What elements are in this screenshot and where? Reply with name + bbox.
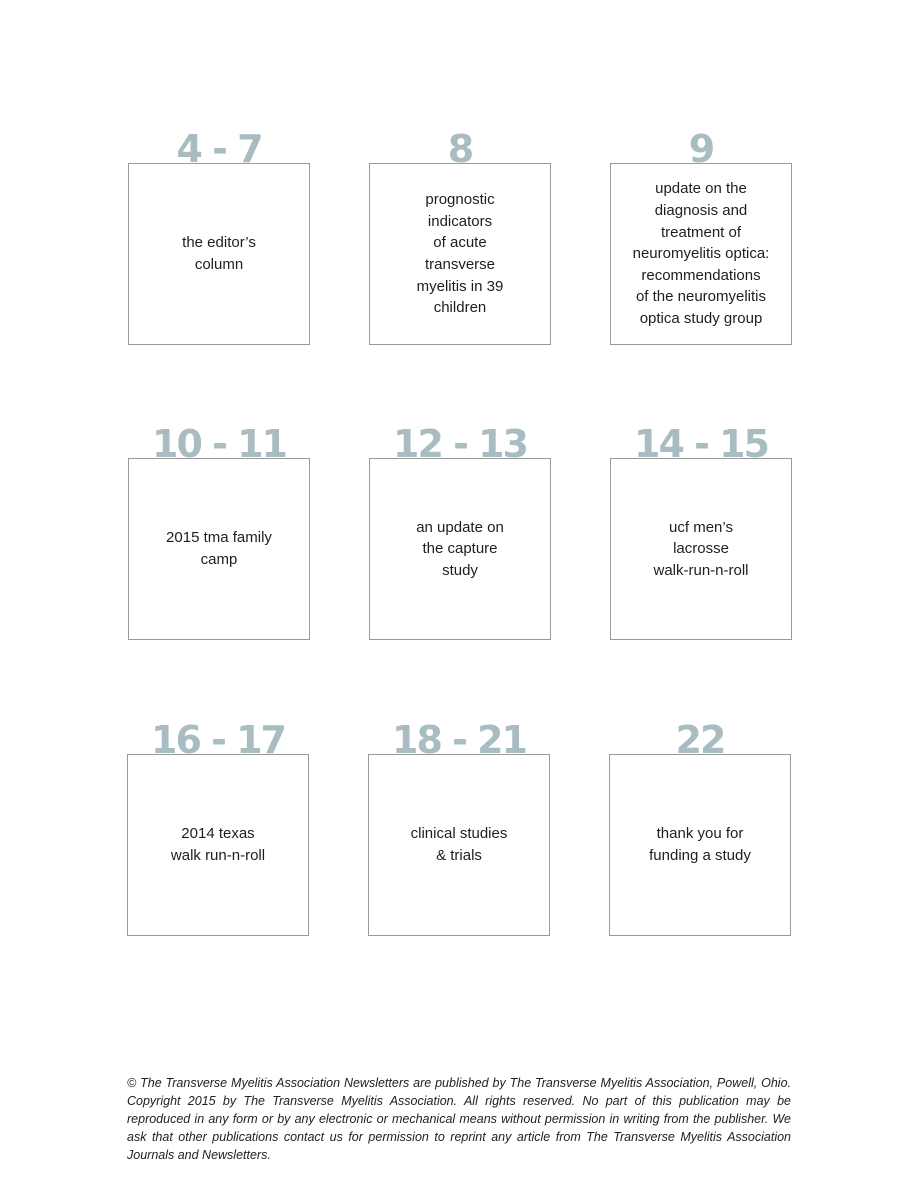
toc-box bbox=[609, 754, 791, 936]
page-range: 9 bbox=[688, 127, 714, 171]
page-range: 22 bbox=[675, 718, 725, 762]
toc-box bbox=[610, 163, 792, 345]
toc-item[interactable] bbox=[369, 127, 551, 344]
toc-title: ucf men’s lacrosse walk-run-n-roll bbox=[653, 518, 749, 579]
toc-item[interactable] bbox=[610, 127, 792, 344]
page-range: 10 - 11 bbox=[152, 422, 286, 466]
toc-item[interactable] bbox=[610, 422, 792, 639]
toc-title: prognostic indicators of acute transverse myelitis in 39 children bbox=[416, 191, 504, 317]
toc-title: 2015 tma family camp bbox=[166, 529, 272, 568]
toc-box bbox=[369, 163, 551, 345]
toc-title: an update on the capture study bbox=[416, 518, 504, 579]
toc-box bbox=[610, 458, 792, 640]
page-range: 14 - 15 bbox=[634, 422, 768, 466]
page-range: 8 bbox=[447, 127, 473, 171]
page-range: 16 - 17 bbox=[151, 718, 285, 762]
toc-item[interactable] bbox=[128, 422, 310, 639]
toc-item[interactable] bbox=[609, 718, 791, 935]
toc-title: the editor’s column bbox=[182, 234, 256, 273]
copyright-notice: © The Transverse Myelitis Association Newsletters are published by The Transverse Myelitis Association, Powell, Ohio. Copyright 2015 by The Transverse Myelitis Association. All rights reserved. No part of this publication may be reproduced in any form or by any electronic or mechanical means without permission in writing from the publisher. We ask that other publications contact us for permission to reprint any article from The Transverse Myelitis Association Journals and Newsletters. bbox=[127, 1075, 791, 1163]
toc-box bbox=[127, 754, 309, 936]
page-range: 18 - 21 bbox=[392, 718, 526, 762]
toc-title: thank you for funding a study bbox=[649, 825, 751, 864]
toc-box bbox=[128, 458, 310, 640]
toc-title: 2014 texas walk run-n-roll bbox=[170, 825, 266, 864]
page-range: 4 - 7 bbox=[176, 127, 262, 171]
page-range: 12 - 13 bbox=[393, 422, 527, 466]
toc-title: clinical studies & trials bbox=[410, 825, 508, 864]
toc-box bbox=[128, 163, 310, 345]
toc-item[interactable] bbox=[127, 718, 309, 935]
toc-item[interactable] bbox=[369, 422, 551, 639]
toc-box bbox=[368, 754, 550, 936]
toc-item[interactable] bbox=[128, 127, 310, 344]
toc-title: update on the diagnosis and treatment of neuromyelitis optica: recommendations of the neuromyelitis optica study group bbox=[632, 180, 770, 327]
toc-item[interactable] bbox=[368, 718, 550, 935]
toc-box bbox=[369, 458, 551, 640]
